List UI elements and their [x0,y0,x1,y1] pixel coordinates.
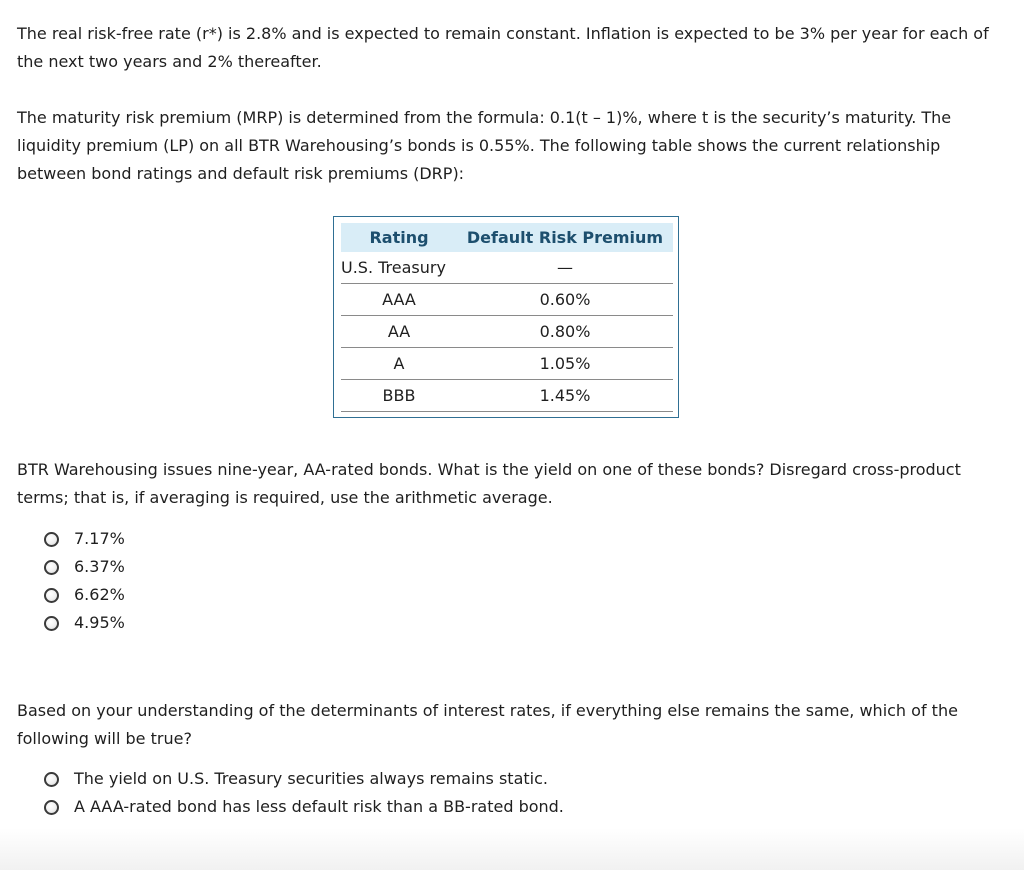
question-1-options [44,525,125,637]
rating-cell: AA [341,316,457,348]
rating-cell: A [341,348,457,380]
radio-button[interactable] [44,772,59,787]
radio-button[interactable] [44,560,59,575]
table-header-row [341,223,673,252]
drp-cell: — [457,252,673,284]
answer-option[interactable] [44,553,125,581]
table-row [341,348,673,380]
radio-button[interactable] [44,800,59,815]
question-2-options [44,765,564,821]
answer-option-label: 7.17% [74,529,125,548]
drp-table [341,223,673,412]
answer-option-label: 6.62% [74,585,125,604]
intro-paragraph-2: The maturity risk premium (MRP) is determined from the formula: 0.1(t – 1)%, where t is the security’s maturity. The liquidity premium (LP) on all BTR Warehousing’s bonds is 0.55%. The following table shows the current relationship between bond ratings and default risk premiums (DRP): [17,108,952,183]
rating-cell: U.S. Treasury [341,252,457,284]
drp-cell: 0.80% [457,316,673,348]
intro-paragraph-1: The real risk-free rate (r*) is 2.8% and is expected to remain constant. Inflation is expected to be 3% per year for each of the next two years and 2% thereafter. [17,24,989,71]
answer-option[interactable] [44,525,125,553]
answer-option-label: The yield on U.S. Treasury securities always remains static. [74,769,548,788]
answer-option[interactable] [44,581,125,609]
question-2-text: Based on your understanding of the determinants of interest rates, if everything else remains the same, which of the following will be true? [17,701,958,748]
drp-cell: 1.05% [457,348,673,380]
question-1-text: BTR Warehousing issues nine-year, AA-rated bonds. What is the yield on one of these bonds? Disregard cross-product terms; that is, if averaging is required, use the arithmetic average. [17,460,961,507]
bottom-fade [0,828,1024,870]
answer-option-label: 4.95% [74,613,125,632]
table-row [341,284,673,316]
drp-cell: 1.45% [457,380,673,412]
answer-option[interactable] [44,765,564,793]
header-rating: Rating [341,223,457,252]
rating-cell: AAA [341,284,457,316]
radio-button[interactable] [44,588,59,603]
table-row [341,252,673,284]
answer-option-label: A AAA-rated bond has less default risk than a BB-rated bond. [74,797,564,816]
answer-option-label: 6.37% [74,557,125,576]
radio-button[interactable] [44,532,59,547]
table-row [341,316,673,348]
drp-table-container [333,216,679,418]
header-default-risk-premium: Default Risk Premium [457,223,673,252]
table-row [341,380,673,412]
answer-option[interactable] [44,609,125,637]
radio-button[interactable] [44,616,59,631]
rating-cell: BBB [341,380,457,412]
drp-cell: 0.60% [457,284,673,316]
answer-option[interactable] [44,793,564,821]
